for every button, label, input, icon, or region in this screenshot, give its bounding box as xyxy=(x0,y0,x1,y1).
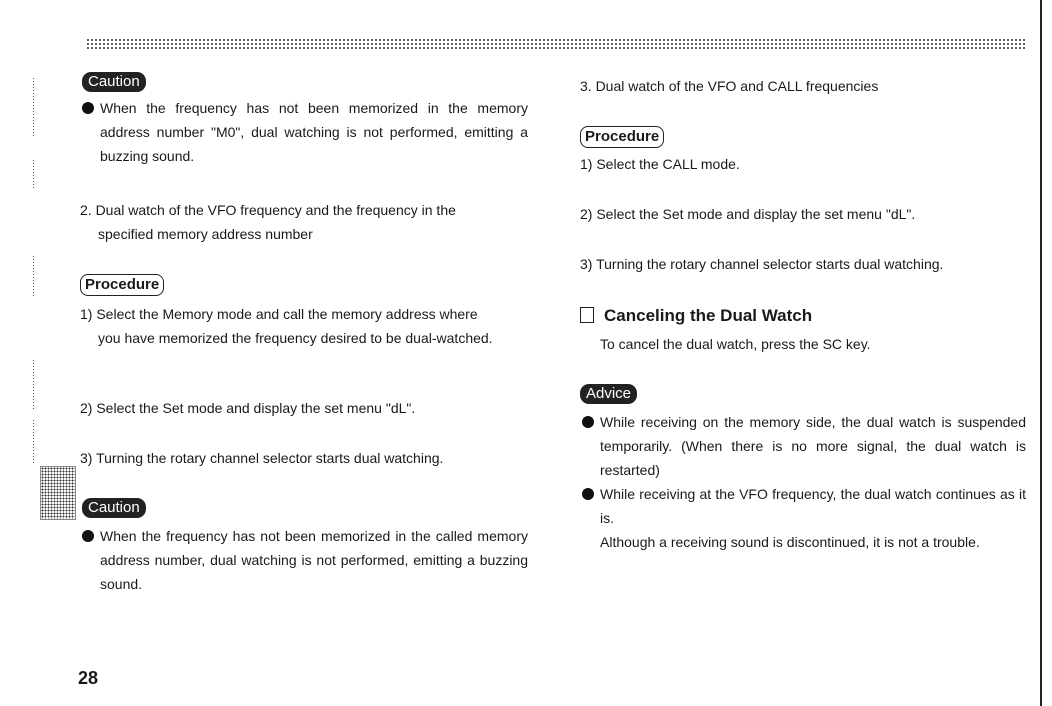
section-3-title xyxy=(580,74,1026,98)
caution-badge: Caution xyxy=(82,72,146,92)
caution-note xyxy=(80,96,528,168)
section-2-title xyxy=(80,198,528,246)
procedure-right-step-2 xyxy=(580,202,1026,226)
step-2: 2) Select the Set mode and display the set menu "dL". xyxy=(580,206,916,222)
page-edge-line xyxy=(1040,0,1042,706)
advice-list xyxy=(580,410,1026,554)
section-3-title-text: 3. Dual watch of the VFO and CALL frequencies xyxy=(580,78,879,94)
step-2: 2) Select the Set mode and display the set menu "dL". xyxy=(80,400,416,416)
step-1: 1) Select the CALL mode. xyxy=(580,156,740,172)
advice-bullet-2-extra: Although a receiving sound is discontinued, it is not a trouble. xyxy=(600,534,980,550)
procedure-step-2 xyxy=(80,396,528,420)
checkbox-square-icon xyxy=(580,307,594,323)
advice-bullet-1: While receiving on the memory side, the dual watch is suspended temporarily. (When there is no more signal, the dual watch is restarted) xyxy=(580,410,1026,482)
margin-mark xyxy=(33,360,34,410)
procedure-badge: Procedure xyxy=(80,274,164,296)
step-3: 3) Turning the rotary channel selector starts dual watching. xyxy=(580,256,944,272)
caution-note-2 xyxy=(80,524,528,596)
caution-text: When the frequency has not been memorized in the memory address number "M0", dual watching is not performed, emitting a buzzing sound. xyxy=(80,96,528,168)
margin-mark xyxy=(33,420,34,464)
margin-mark xyxy=(33,78,34,138)
step-3: 3) Turning the rotary channel selector starts dual watching. xyxy=(80,450,444,466)
caution-badge: Caution xyxy=(82,498,146,518)
section-2-title-line2: specified memory address number xyxy=(98,226,313,242)
margin-mark xyxy=(33,256,34,296)
cancel-description xyxy=(600,332,1026,356)
cancel-text: To cancel the dual watch, press the SC key. xyxy=(600,336,871,352)
procedure-step-3 xyxy=(80,446,528,470)
caution-text-2: When the frequency has not been memorized in the called memory address number, dual watching is not performed, emitting a buzzing sound. xyxy=(80,524,528,596)
top-dotted-rule xyxy=(86,38,1026,50)
cancel-heading-text: Canceling the Dual Watch xyxy=(604,306,813,325)
procedure-right-step-3 xyxy=(580,252,1026,276)
margin-mark xyxy=(33,160,34,190)
step-1-line1: 1) Select the Memory mode and call the memory address where xyxy=(80,306,478,322)
advice-badge: Advice xyxy=(580,384,637,404)
procedure-badge-right: Procedure xyxy=(580,126,664,148)
cancel-heading xyxy=(580,304,812,328)
section-2-title-line1: 2. Dual watch of the VFO frequency and the frequency in the xyxy=(80,202,456,218)
procedure-right-step-1 xyxy=(580,152,1026,176)
procedure-steps xyxy=(80,302,528,350)
advice-bullet-2: While receiving at the VFO frequency, the dual watch continues as it is. xyxy=(580,482,1026,530)
page-number: 28 xyxy=(78,668,99,688)
step-1-rest: you have memorized the frequency desired to be dual-watched. xyxy=(98,330,493,346)
page-tab-marker xyxy=(40,466,76,520)
